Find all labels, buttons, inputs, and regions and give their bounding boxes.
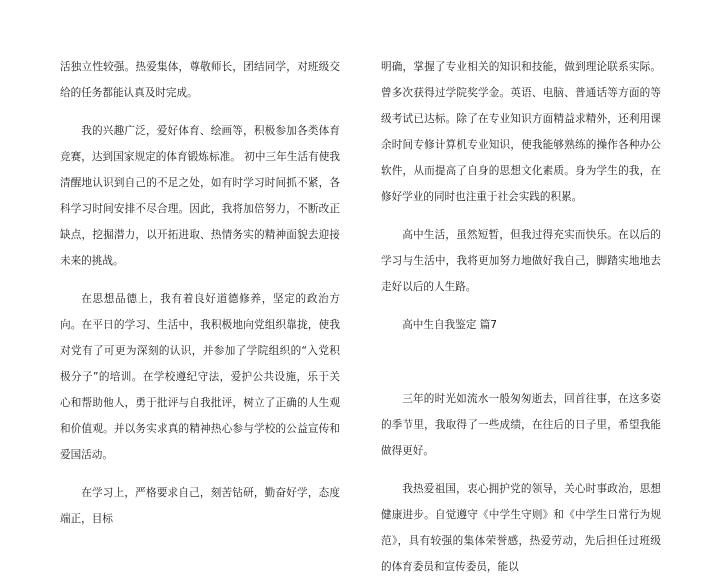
- body-paragraph: 活独立性较强。热爱集体，尊敬师长，团结同学，对班级交给的任务都能认真及时完成。: [60, 61, 340, 99]
- body-paragraph: 我的兴趣广泛，爱好体育、绘画等，积极参加各类体育竞赛，达到国家规定的体育锻炼标准。 初中三年生活有使我清醒地认识到自己的不足之处，如有时学习时间抓不紧，各科学习时间安排不尽合理。因此，我将加倍努力，不断改正缺点，挖掘潜力，以开拓进取、热情务实的精神面貌去迎接未来的挑战。: [60, 125, 340, 267]
- body-paragraph: 我热爱祖国，衷心拥护党的领导，关心时事政治，思想健康进步。自觉遵守《中学生守则》和《中学生日常行为规范》，具有较强的集体荣誉感，热爱劳动，先后担任过班级的体育委员和宣传委员，能以: [381, 483, 661, 573]
- body-paragraph: 明确，掌握了专业相关的知识和技能，做到理论联系实际。曾多次获得过学院奖学金。英语、电脑、普通话等方面的等级考试已达标。除了在专业知识方面精益求精外，还利用课余时间专修计算机专业知识，使我能够熟练的操作各种办公软件，从而提高了自身的思想文化素质。身为学生的我，在修好学业的同时也注重于社会实践的积累。: [381, 61, 661, 203]
- right-column: [381, 54, 661, 580]
- body-paragraph: 高中生活，虽然短暂，但我过得充实而快乐。在以后的学习与生活中，我将更加努力地做好我自己，脚踏实地地去走好以后的人生路。: [381, 229, 661, 293]
- body-paragraph: 三年的时光如流水一般匆匆逝去，回首往事，在这多姿的季节里，我取得了一些成绩，在往后的日子里，希望我能做得更好。: [381, 393, 661, 457]
- body-paragraph: 在思想品德上，我有着良好道德修养，坚定的政治方向。在平日的学习、生活中，我积极地向党组织靠拢，使我对党有了可更为深刻的认识，并参加了学院组织的“入党积极分子”的培训。在学校遵纪守法，爱护公共设施，乐于关心和帮助他人，勇于批评与自我批评，树立了正确的人生观和价值观。并以务实求真的精神热心参与学校的公益宣传和爱国活动。: [60, 293, 340, 461]
- left-column: [60, 54, 340, 532]
- body-paragraph: 在学习上，严格要求自己，刻苦钻研，勤奋好学，态度端正，目标: [60, 487, 340, 525]
- section-heading: 高中生自我鉴定 篇7: [402, 319, 498, 331]
